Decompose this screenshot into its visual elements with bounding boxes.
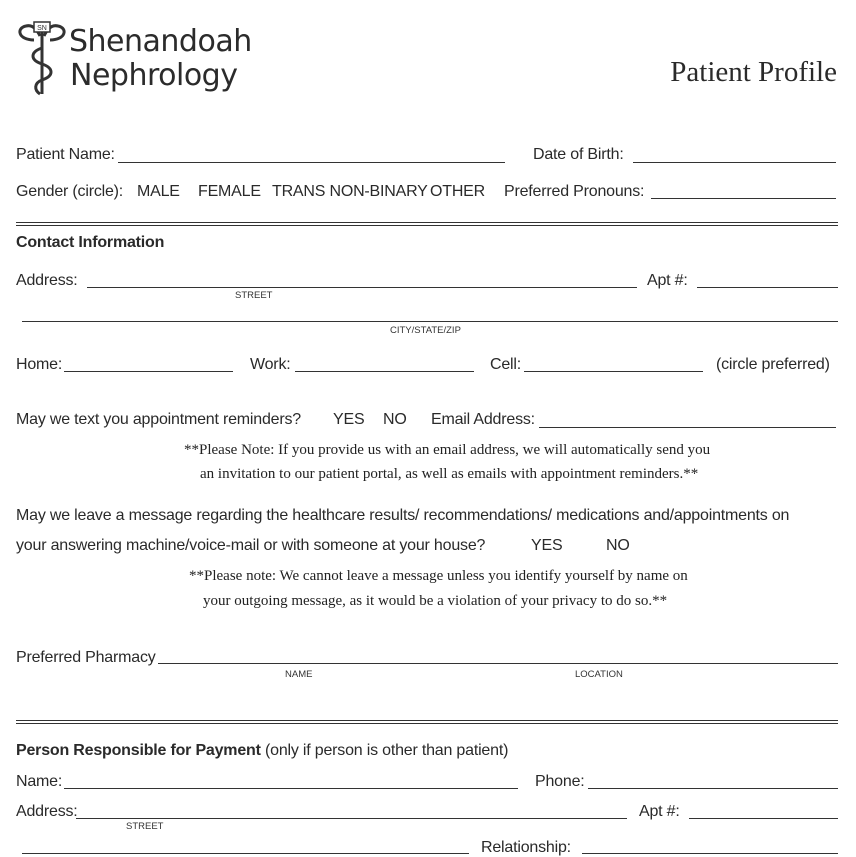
email-note-line-1: **Please Note: If you provide us with an email address, we will automatically send you [184, 442, 711, 458]
text-reminder-no[interactable]: NO [383, 411, 407, 428]
contact-heading: Contact Information [16, 234, 165, 251]
gender-option-male[interactable]: MALE [137, 183, 180, 200]
logo [14, 20, 254, 100]
circle-preferred-note: (circle preferred) [716, 356, 830, 373]
home-phone-field[interactable] [64, 371, 233, 372]
cell-phone-label: Cell: [490, 356, 522, 373]
logo-line-1: Shenandoah [69, 24, 252, 59]
page-title: Patient Profile [670, 56, 837, 88]
dob-field[interactable] [633, 162, 836, 163]
svg-text:SN: SN [37, 25, 47, 32]
relationship-field[interactable] [582, 853, 838, 854]
payment-name-label: Name: [16, 773, 63, 790]
pharmacy-name-sublabel: NAME [285, 669, 313, 680]
email-label: Email Address: [431, 411, 535, 428]
dob-label: Date of Birth: [533, 146, 624, 163]
message-note-line-2: your outgoing message, as it would be a violation of your privacy to do so.** [203, 593, 668, 609]
message-note-line-1: **Please note: We cannot leave a message unless you identify yourself by name on [189, 568, 688, 584]
home-phone-label: Home: [16, 356, 63, 373]
gender-option-trans-non-binary[interactable]: TRANS NON-BINARY [272, 183, 428, 200]
payment-city-field[interactable] [22, 853, 469, 854]
street-sublabel: STREET [235, 290, 273, 301]
payment-phone-label: Phone: [535, 773, 585, 790]
payment-phone-field[interactable] [588, 788, 838, 789]
message-no[interactable]: NO [606, 537, 630, 554]
gender-option-other[interactable]: OTHER [430, 183, 486, 200]
payment-heading [16, 742, 508, 760]
pronouns-field[interactable] [651, 198, 836, 199]
city-state-zip-sublabel: CITY/STATE/ZIP [390, 325, 461, 336]
payment-apt-field[interactable] [689, 818, 838, 819]
address-label: Address: [16, 272, 78, 289]
payment-apt-label: Apt #: [639, 803, 680, 820]
apt-field[interactable] [697, 287, 838, 288]
logo-line-2: Nephrology [70, 58, 238, 93]
pharmacy-location-sublabel: LOCATION [575, 669, 623, 680]
patient-name-label: Patient Name: [16, 146, 115, 163]
text-reminder-yes[interactable]: YES [333, 411, 365, 428]
gender-option-female[interactable]: FEMALE [198, 183, 261, 200]
address-city-field[interactable] [22, 321, 838, 322]
text-reminder-question: May we text you appointment reminders? [16, 411, 301, 428]
payment-heading-note: (only if person is other than patient) [260, 742, 509, 759]
payment-address-label: Address: [16, 803, 78, 820]
payment-heading-bold: Person Responsible for Payment [16, 742, 261, 759]
message-question-line-2: your answering machine/voice-mail or with someone at your house? [16, 537, 486, 554]
address-street-field[interactable] [87, 287, 637, 288]
email-field[interactable] [539, 427, 836, 428]
caduceus-icon [14, 20, 72, 98]
apt-label: Apt #: [647, 272, 688, 289]
payment-name-field[interactable] [64, 788, 518, 789]
patient-name-field[interactable] [118, 162, 505, 163]
work-phone-field[interactable] [295, 371, 474, 372]
section-divider [16, 720, 838, 721]
message-yes[interactable]: YES [531, 537, 563, 554]
payment-street-sublabel: STREET [126, 821, 164, 832]
payment-address-field[interactable] [76, 818, 627, 819]
pharmacy-label: Preferred Pharmacy [16, 649, 156, 666]
gender-label: Gender (circle): [16, 183, 124, 200]
pharmacy-field[interactable] [158, 663, 838, 664]
relationship-label: Relationship: [481, 839, 571, 856]
section-divider [16, 723, 838, 724]
section-divider [16, 222, 838, 223]
email-note-line-2: an invitation to our patient portal, as well as emails with appointment reminders.** [200, 466, 699, 482]
section-divider [16, 225, 838, 226]
pronouns-label: Preferred Pronouns: [504, 183, 645, 200]
work-phone-label: Work: [250, 356, 291, 373]
message-question-line-1: May we leave a message regarding the healthcare results/ recommendations/ medications and/appointments on [16, 507, 790, 524]
cell-phone-field[interactable] [524, 371, 703, 372]
